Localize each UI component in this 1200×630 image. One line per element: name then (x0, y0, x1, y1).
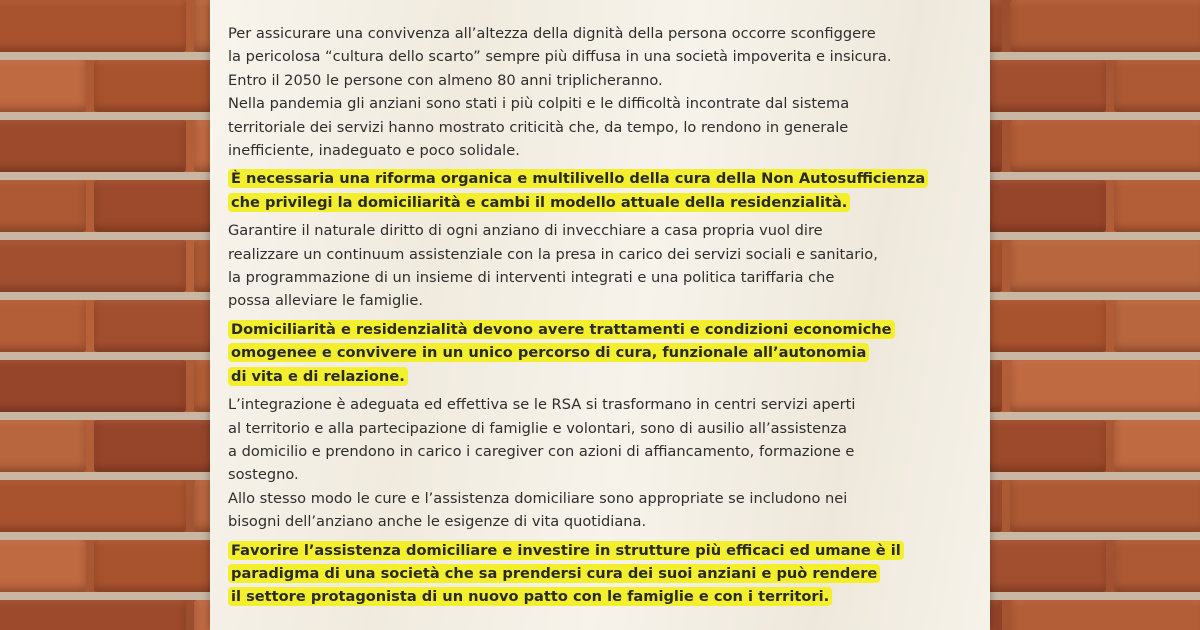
brick (0, 540, 86, 592)
brick (0, 600, 186, 630)
brick (1114, 420, 1200, 472)
brick (1010, 0, 1200, 52)
text-line: bisogni dell’anziano anche le esigenze di vita quotidiana. (228, 513, 647, 531)
brick (1010, 600, 1200, 630)
brick (0, 360, 186, 412)
text-line: che privilegi la domiciliarità e cambi il modello attuale della residenzialità. (228, 193, 850, 212)
text-line: possa alleviare le famiglie. (228, 292, 423, 310)
brick (0, 240, 186, 292)
brick (1114, 180, 1200, 232)
brick (1010, 360, 1200, 412)
text-line: inefficiente, inadeguato e poco solidale. (228, 142, 520, 160)
text-line: territoriale dei servizi hanno mostrato criticità che, da tempo, lo rendono in generale (228, 118, 849, 136)
text-line: di vita e di relazione. (228, 367, 408, 386)
brick (0, 120, 186, 172)
text-line: omogenee e convivere in un unico percorso di cura, funzionale all’autonomia (228, 343, 869, 362)
text-line: a domicilio e prendono in carico i caregiver con azioni di affiancamento, formazione e (228, 442, 855, 460)
text-line: sostegno. (228, 466, 299, 484)
text-line: Allo stesso modo le cure e l’assistenza domiciliare sono appropriate se includono nei (228, 489, 848, 507)
paragraph (228, 393, 978, 533)
brick (1010, 240, 1200, 292)
text-line: Nella pandemia gli anziani sono stati i più colpiti e le difficoltà incontrate dal sistema (228, 95, 850, 113)
text-line: È necessaria una riforma organica e multilivello della cura della Non Autosufficienza (228, 169, 928, 188)
text-line: la pericolosa “cultura dello scarto” sempre più diffusa in una società impoverita e insicura. (228, 48, 892, 66)
brick (0, 300, 86, 352)
paragraph (228, 219, 978, 313)
highlighted-paragraph (228, 167, 978, 214)
text-line: il settore protagonista di un nuovo patto con le famiglie e con i territori. (228, 587, 832, 606)
poster (210, 0, 990, 630)
brick (0, 180, 86, 232)
text-line: realizzare un continuum assistenziale con la presa in carico dei servizi sociali e sanitario, (228, 245, 878, 263)
highlighted-paragraph (228, 539, 978, 609)
poster-heading-cropped (360, 0, 840, 8)
text-line: Garantire il naturale diritto di ogni anziano di invecchiare a casa propria vuol dire (228, 222, 823, 240)
text-line: la programmazione di un insieme di interventi integrati e una politica tariffaria che (228, 269, 835, 287)
brick (0, 0, 186, 52)
brick (1114, 540, 1200, 592)
text-line: al territorio e alla partecipazione di famiglie e volontari, sono di ausilio all’assistenza (228, 419, 847, 437)
text-line: Entro il 2050 le persone con almeno 80 anni triplicheranno. (228, 71, 663, 89)
brick (0, 420, 86, 472)
brick (1114, 60, 1200, 112)
highlighted-paragraph (228, 318, 978, 388)
brick (0, 60, 86, 112)
brick (0, 480, 186, 532)
poster-body (228, 22, 978, 609)
paragraph (228, 22, 978, 162)
text-line: Domiciliarità e residenzialità devono avere trattamenti e condizioni economiche (228, 320, 895, 339)
text-line: paradigma di una società che sa prendersi cura dei suoi anziani e può rendere (228, 564, 880, 583)
text-line: Per assicurare una convivenza all’altezza della dignità della persona occorre sconfiggere (228, 25, 876, 42)
brick (1114, 300, 1200, 352)
text-line: Favorire l’assistenza domiciliare e investire in strutture più efficaci ed umane è il (228, 541, 904, 560)
text-line: L’integrazione è adeguata ed effettiva se le RSA si trasformano in centri servizi aperti (228, 396, 856, 414)
brick (1010, 480, 1200, 532)
brick (1010, 120, 1200, 172)
